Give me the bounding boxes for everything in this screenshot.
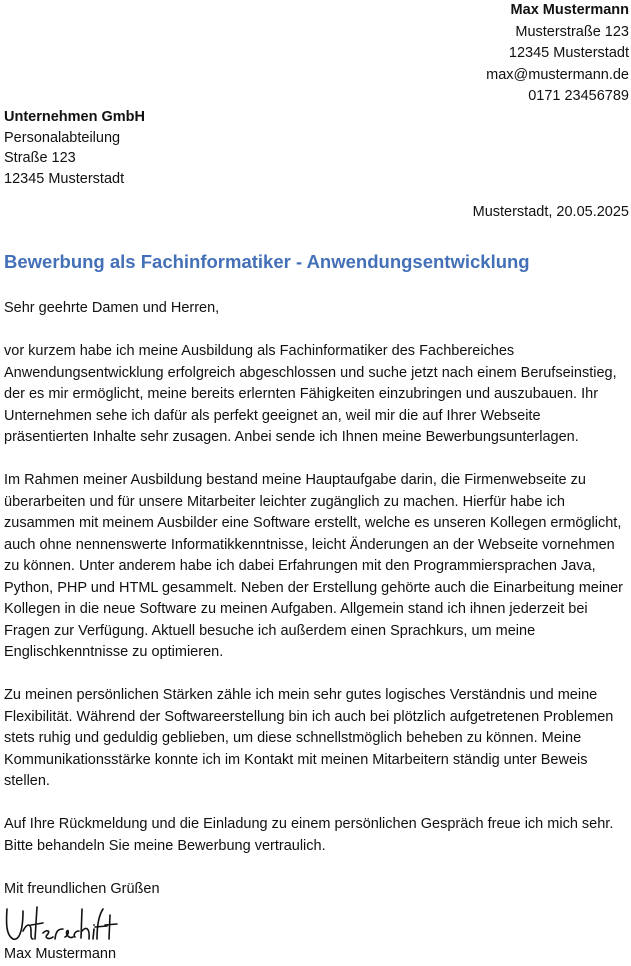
sender-name: Max Mustermann: [510, 2, 629, 18]
sender-street: Musterstraße 123: [515, 23, 629, 40]
paragraph-1: vor kurzem habe ich meine Ausbildung als Fachinformatiker des Fachbereiches Anwendungsentwicklung erfolgreich abgeschlossen und suche jetzt nach einem Berufseinstieg, der es mir ermöglicht, meine bereits erlernten Fähigkeiten einzubringen und auszubauen. Ihr Unternehmen sehe ich dafür als perfekt geeignet an, weil mir die auf Ihrer Webseite präsentierten Inhalte sehr zusagen. Anbei sende ich Ihnen meine Bewerbungsunterlagen.: [4, 343, 617, 445]
salutation: Sehr geehrte Damen und Herren,: [4, 300, 220, 316]
sender-block: [486, 0, 629, 108]
letter-body: [4, 298, 628, 879]
recipient-block: [4, 107, 145, 189]
letter-date: Musterstadt, 20.05.2025: [472, 204, 629, 220]
handwritten-signature: [3, 901, 123, 949]
signer-name: Max Mustermann: [4, 946, 117, 962]
paragraph-3: Zu meinen persönlichen Stärken zähle ich mein sehr gutes logisches Verständnis und meine Flexibilität. Während der Softwareerstellung bin ich auch bei plötzlich aufgetretenen Problemen stets ruhig und geduldig geblieben, um diese schnellstmöglich beheben zu können. Meine Kommunikationsstärke konnte ich im Kontakt mit meinen Mitarbeitern ständig unter Beweis stellen.: [4, 687, 614, 789]
sender-email: max@mustermann.de: [486, 66, 629, 83]
closing: Mit freundlichen Grüßen: [4, 881, 160, 897]
recipient-city: 12345 Musterstadt: [4, 170, 125, 187]
letter-subject: Bewerbung als Fachinformatiker - Anwendungsentwicklung: [4, 251, 530, 272]
recipient-company: Unternehmen GmbH: [4, 109, 145, 125]
paragraph-4: Auf Ihre Rückmeldung und die Einladung zu einem persönlichen Gespräch freue ich mich sehr. Bitte behandeln Sie meine Bewerbung vertraulich.: [4, 816, 614, 854]
recipient-department: Personalabteilung: [4, 129, 121, 146]
sender-city: 12345 Musterstadt: [508, 45, 629, 61]
recipient-street: Straße 123: [4, 150, 76, 166]
sender-phone: 0171 23456789: [528, 88, 629, 104]
paragraph-2: Im Rahmen meiner Ausbildung bestand meine Hauptaufgabe darin, die Firmenwebseite zu überarbeiten und für unsere Mitarbeiter leichter zugänglich zu machen. Hierfür habe ich zusammen mit meinem Ausbilder eine Software erstellt, welche es unseren Kollegen ermöglicht, auch ohne nennenswerte Informatikkenntnisse, leicht Änderungen an der Webseite vornehmen zu können. Unter anderem habe ich dabei Erfahrungen mit den Programmiersprachen Java, Python, PHP und HTML gesammelt. Neben der Erstellung gehörte auch die Einarbeitung meiner Kollegen in die neue Software zu meinen Aufgaben. Allgemein stand ich ihnen jederzeit bei Fragen zur Verfügung. Aktuell besuche ich außerdem einen Sprachkurs, um meine Englischkenntnisse zu optimieren.: [4, 472, 624, 660]
